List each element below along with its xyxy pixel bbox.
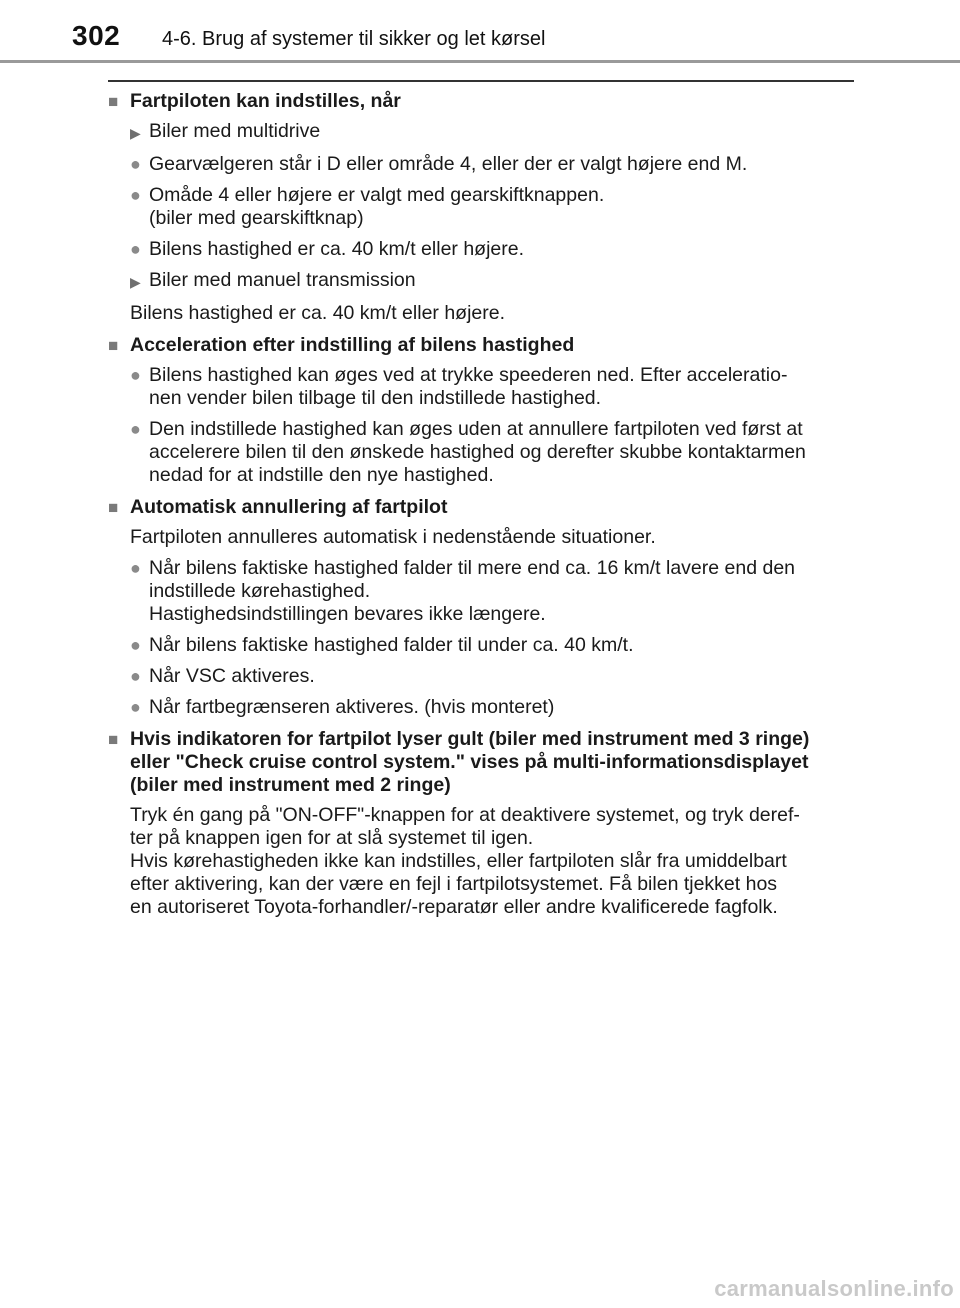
list-item — [130, 634, 854, 657]
page-header — [0, 0, 960, 64]
section-title-text — [130, 496, 854, 519]
item-text — [149, 696, 854, 719]
list-item — [130, 557, 854, 626]
section-title-line: Acceleration efter indstilling af bilens hastighed — [130, 334, 575, 356]
list-item — [130, 418, 854, 487]
paragraph-line: ter på knappen igen for at slå systemet til igen. — [130, 827, 534, 849]
header-divider — [0, 60, 960, 63]
item-line: indstillede kørehastighed. — [149, 580, 371, 602]
section-title-line: eller "Check cruise control system." vises på multi-informationsdisplayet — [130, 751, 809, 773]
item-text — [149, 418, 854, 487]
item-line: nen vender bilen tilbage til den indstillede hastighed. — [149, 387, 602, 409]
round-bullet-icon: ● — [130, 697, 141, 717]
round-bullet-icon: ● — [130, 185, 141, 205]
round-bullet-icon: ● — [130, 239, 141, 259]
sub-heading — [130, 269, 854, 294]
item-line: nedad for at indstille den nye hastighed. — [149, 464, 494, 486]
round-bullet-icon: ● — [130, 419, 141, 439]
paragraph — [130, 804, 854, 919]
paragraph-line: Bilens hastighed er ca. 40 km/t eller højere. — [130, 302, 506, 324]
item-line: Bilens hastighed er ca. 40 km/t eller højere. — [149, 238, 525, 260]
triangle-right-icon: ▶ — [130, 274, 141, 290]
item-line: Når bilens faktiske hastighed falder til mere end ca. 16 km/t lavere end den — [149, 557, 796, 579]
item-line: Den indstillede hastighed kan øges uden at annullere fartpiloten ved først at — [149, 418, 803, 440]
round-bullet-icon: ● — [130, 666, 141, 686]
section-title-line: (biler med instrument med 2 ringe) — [130, 774, 451, 796]
round-bullet-icon: ● — [130, 558, 141, 578]
section-title — [108, 496, 854, 519]
item-line: Bilens hastighed kan øges ved at trykke speederen ned. Efter acceleratio- — [149, 364, 788, 386]
item-line: Hastighedsindstillingen bevares ikke længere. — [149, 603, 546, 625]
item-line: accelerere bilen til den ønskede hastighed og derefter skubbe kontaktarmen — [149, 441, 806, 463]
square-bullet-icon: ■ — [108, 92, 119, 111]
item-line: (biler med gearskiftknap) — [149, 207, 364, 229]
section-title-line: Hvis indikatoren for fartpilot lyser gult (biler med instrument med 3 ringe) — [130, 728, 810, 750]
section-title — [108, 90, 854, 113]
item-text — [149, 557, 854, 626]
round-bullet-icon: ● — [130, 365, 141, 385]
manual-content — [108, 90, 854, 928]
manual-section — [108, 334, 854, 487]
item-line: Når VSC aktiveres. — [149, 665, 315, 687]
item-text — [149, 238, 854, 261]
chapter-title: 4-6. Brug af systemer til sikker og let kørsel — [162, 28, 546, 50]
paragraph — [130, 302, 854, 325]
section-title-text — [130, 334, 854, 357]
section-title-line: Fartpiloten kan indstilles, når — [130, 90, 401, 112]
section-title-text — [130, 90, 854, 113]
section-title-line: Automatisk annullering af fartpilot — [130, 496, 448, 518]
watermark: carmanualsonline.info — [714, 1276, 954, 1301]
section-title — [108, 728, 854, 797]
manual-section — [108, 728, 854, 919]
paragraph-line: en autoriseret Toyota-forhandler/-reparatør eller andre kvalificerede fagfolk. — [130, 896, 778, 918]
manual-section — [108, 496, 854, 719]
item-text — [149, 120, 854, 145]
square-bullet-icon: ■ — [108, 336, 119, 355]
section-title-text — [130, 728, 854, 797]
item-text — [149, 269, 854, 294]
paragraph-line: Fartpiloten annulleres automatisk i nedenstående situationer. — [130, 526, 656, 548]
item-text — [149, 153, 854, 176]
content-divider — [108, 80, 854, 82]
item-text — [149, 184, 854, 230]
item-line: Biler med manuel transmission — [149, 269, 416, 291]
list-item — [130, 238, 854, 261]
item-text — [149, 364, 854, 410]
round-bullet-icon: ● — [130, 635, 141, 655]
list-item — [130, 184, 854, 230]
list-item — [130, 364, 854, 410]
manual-section — [108, 90, 854, 325]
item-text — [149, 634, 854, 657]
list-item — [130, 665, 854, 688]
item-line: Når fartbegrænseren aktiveres. (hvis monteret) — [149, 696, 555, 718]
item-line: Omåde 4 eller højere er valgt med gearskiftknappen. — [149, 184, 605, 206]
paragraph-line: Tryk én gang på "ON-OFF"-knappen for at deaktivere systemet, og tryk deref- — [130, 804, 800, 826]
item-line: Når bilens faktiske hastighed falder til under ca. 40 km/t. — [149, 634, 634, 656]
paragraph-line: Hvis kørehastigheden ikke kan indstilles, eller fartpiloten slår fra umiddelbart — [130, 850, 787, 872]
triangle-right-icon: ▶ — [130, 125, 141, 141]
page-number: 302 — [72, 20, 121, 51]
square-bullet-icon: ■ — [108, 730, 119, 749]
round-bullet-icon: ● — [130, 154, 141, 174]
list-item — [130, 696, 854, 719]
paragraph-line: efter aktivering, kan der være en fejl i fartpilotsystemet. Få bilen tjekket hos — [130, 873, 778, 895]
item-line: Gearvælgeren står i D eller område 4, eller der er valgt højere end M. — [149, 153, 748, 175]
square-bullet-icon: ■ — [108, 498, 119, 517]
section-title — [108, 334, 854, 357]
item-line: Biler med multidrive — [149, 120, 321, 142]
paragraph — [130, 526, 854, 549]
list-item — [130, 153, 854, 176]
item-text — [149, 665, 854, 688]
sub-heading — [130, 120, 854, 145]
